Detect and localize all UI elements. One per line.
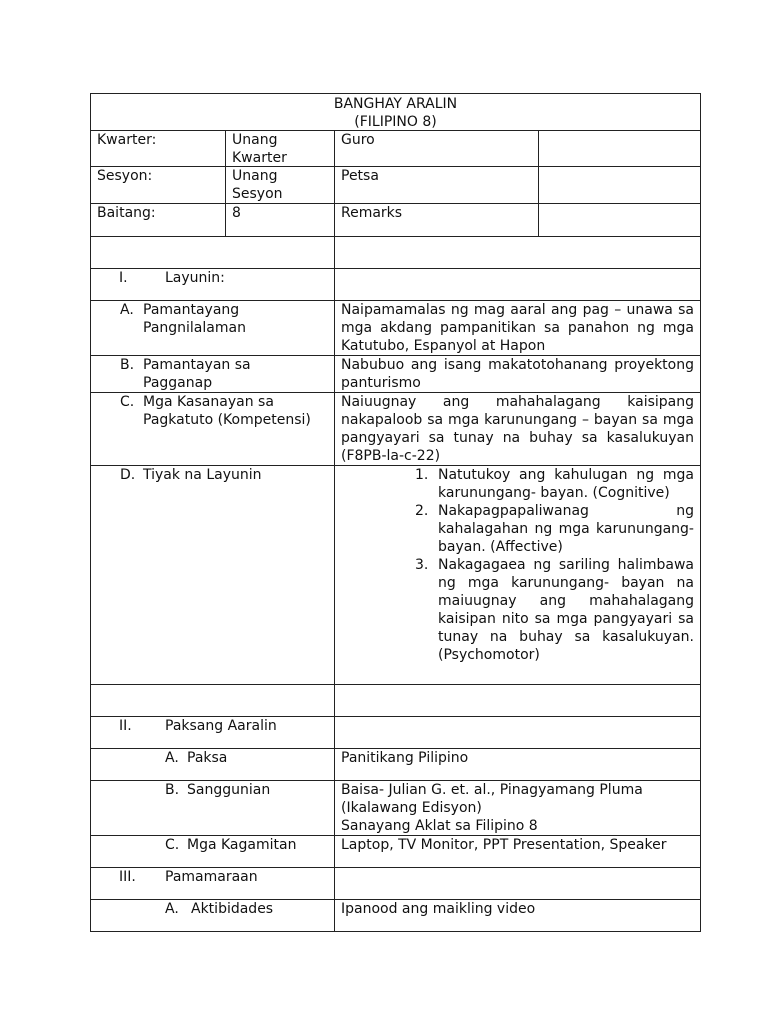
spacer-row <box>90 685 701 717</box>
objectives-cell <box>335 466 700 684</box>
info-field-value <box>539 204 700 236</box>
item-text: Panitikang Pilipino <box>341 750 469 766</box>
objective-item: 2. Nakapagpapaliwanag ng kahalagahan ng mga karunungang- bayan. (Affective) <box>415 503 694 555</box>
row-mga-kasanayan <box>90 393 701 466</box>
objective-item: 1. Natutukoy ang kahulugan ng mga karunungang- bayan. (Cognitive) <box>415 467 694 501</box>
section-3-header-row <box>90 868 701 900</box>
item-label: Sanggunian <box>187 782 271 798</box>
section-2-header-row <box>90 717 701 749</box>
info-value: Unang Sesyon <box>232 168 283 202</box>
section-1-header-row <box>90 269 701 301</box>
item-label: Tiyak na Layunin <box>143 467 262 483</box>
item-text: Ipanood ang maikling video <box>341 901 536 917</box>
info-label: Sesyon: <box>97 168 153 184</box>
row-paksa <box>90 749 701 781</box>
item-label: Aktibidades <box>191 901 274 917</box>
item-letter: D. <box>120 467 136 483</box>
info-value: 8 <box>232 205 241 221</box>
info-value: Unang Kwarter <box>232 132 287 166</box>
info-field-value <box>539 167 700 203</box>
info-label: Baitang: <box>97 205 156 221</box>
section-2-number: II. <box>119 718 132 734</box>
item-text: Naiuugnay ang mahahalagang kaisipang nakapaloob sa mga karunungang – bayan sa mga pangyayari sa tunay na buhay sa kasalukuyan (F8PB-la-c-22) <box>341 394 694 464</box>
doc-subtitle: (FILIPINO 8) <box>354 114 437 130</box>
references-cell <box>335 781 700 835</box>
item-text: Laptop, TV Monitor, PPT Presentation, Speaker <box>341 837 667 853</box>
row-mga-kagamitan <box>90 836 701 868</box>
item-text: Nabubuo ang isang makatotohanang proyektong panturismo <box>341 357 694 391</box>
info-field: Remarks <box>341 205 403 221</box>
reference-line: (Ikalawang Edisyon) <box>341 800 482 816</box>
lesson-plan-table <box>90 93 701 932</box>
item-label: Paksa <box>187 750 228 766</box>
item-label: Pamantayan sa Pagganap <box>143 357 251 391</box>
item-label: Mga Kagamitan <box>187 837 297 853</box>
item-letter: C. <box>165 837 180 853</box>
item-letter: A. <box>165 901 179 917</box>
reference-line: Sanayang Aklat sa Filipino 8 <box>341 818 538 834</box>
item-letter: A. <box>165 750 179 766</box>
section-3-number: III. <box>119 869 136 885</box>
objective-item: 3. Nakagagaea ng sariling halimbawa ng mga karunungang- bayan na maiuugnay ang mahahalagang kaisipan nito sa mga pangyayari sa tunay na buhay sa kasalukuyan. (Psychomotor) <box>415 557 694 663</box>
item-letter: B. <box>165 782 180 798</box>
row-pamantayang-pangnilalaman <box>90 301 701 356</box>
row-pamantayan-sa-pagganap <box>90 356 701 393</box>
item-text: Naipamamalas ng mag aaral ang pag – unawa sa mga akdang pampanitikan sa panahon ng mga Katutubo, Espanyol at Hapon <box>341 302 694 354</box>
item-letter: A. <box>120 302 134 318</box>
reference-line: Baisa- Julian G. et. al., Pinagyamang Pluma <box>341 782 643 798</box>
section-3-title: Pamamaraan <box>165 869 258 885</box>
doc-title: BANGHAY ARALIN <box>333 96 458 112</box>
item-letter: C. <box>120 394 135 410</box>
title-row <box>90 93 701 131</box>
info-label: Kwarter: <box>97 132 157 148</box>
info-field: Petsa <box>341 168 379 184</box>
section-2-title: Paksang Aaralin <box>165 718 277 734</box>
row-tiyak-na-layunin <box>90 466 701 685</box>
item-label: Pamantayang Pangnilalaman <box>143 302 246 336</box>
section-1-title: Layunin: <box>165 270 225 286</box>
info-row-kwarter <box>90 131 701 167</box>
spacer-row <box>90 237 701 269</box>
info-row-sesyon <box>90 167 701 204</box>
row-sanggunian <box>90 781 701 836</box>
info-field: Guro <box>341 132 375 148</box>
objectives-list <box>341 466 694 664</box>
item-label: Mga Kasanayan sa Pagkatuto (Kompetensi) <box>143 394 311 428</box>
section-1-number: I. <box>119 270 128 286</box>
item-letter: B. <box>120 357 135 373</box>
row-aktibidades <box>90 900 701 932</box>
info-row-baitang <box>90 204 701 237</box>
info-field-value <box>539 131 700 166</box>
